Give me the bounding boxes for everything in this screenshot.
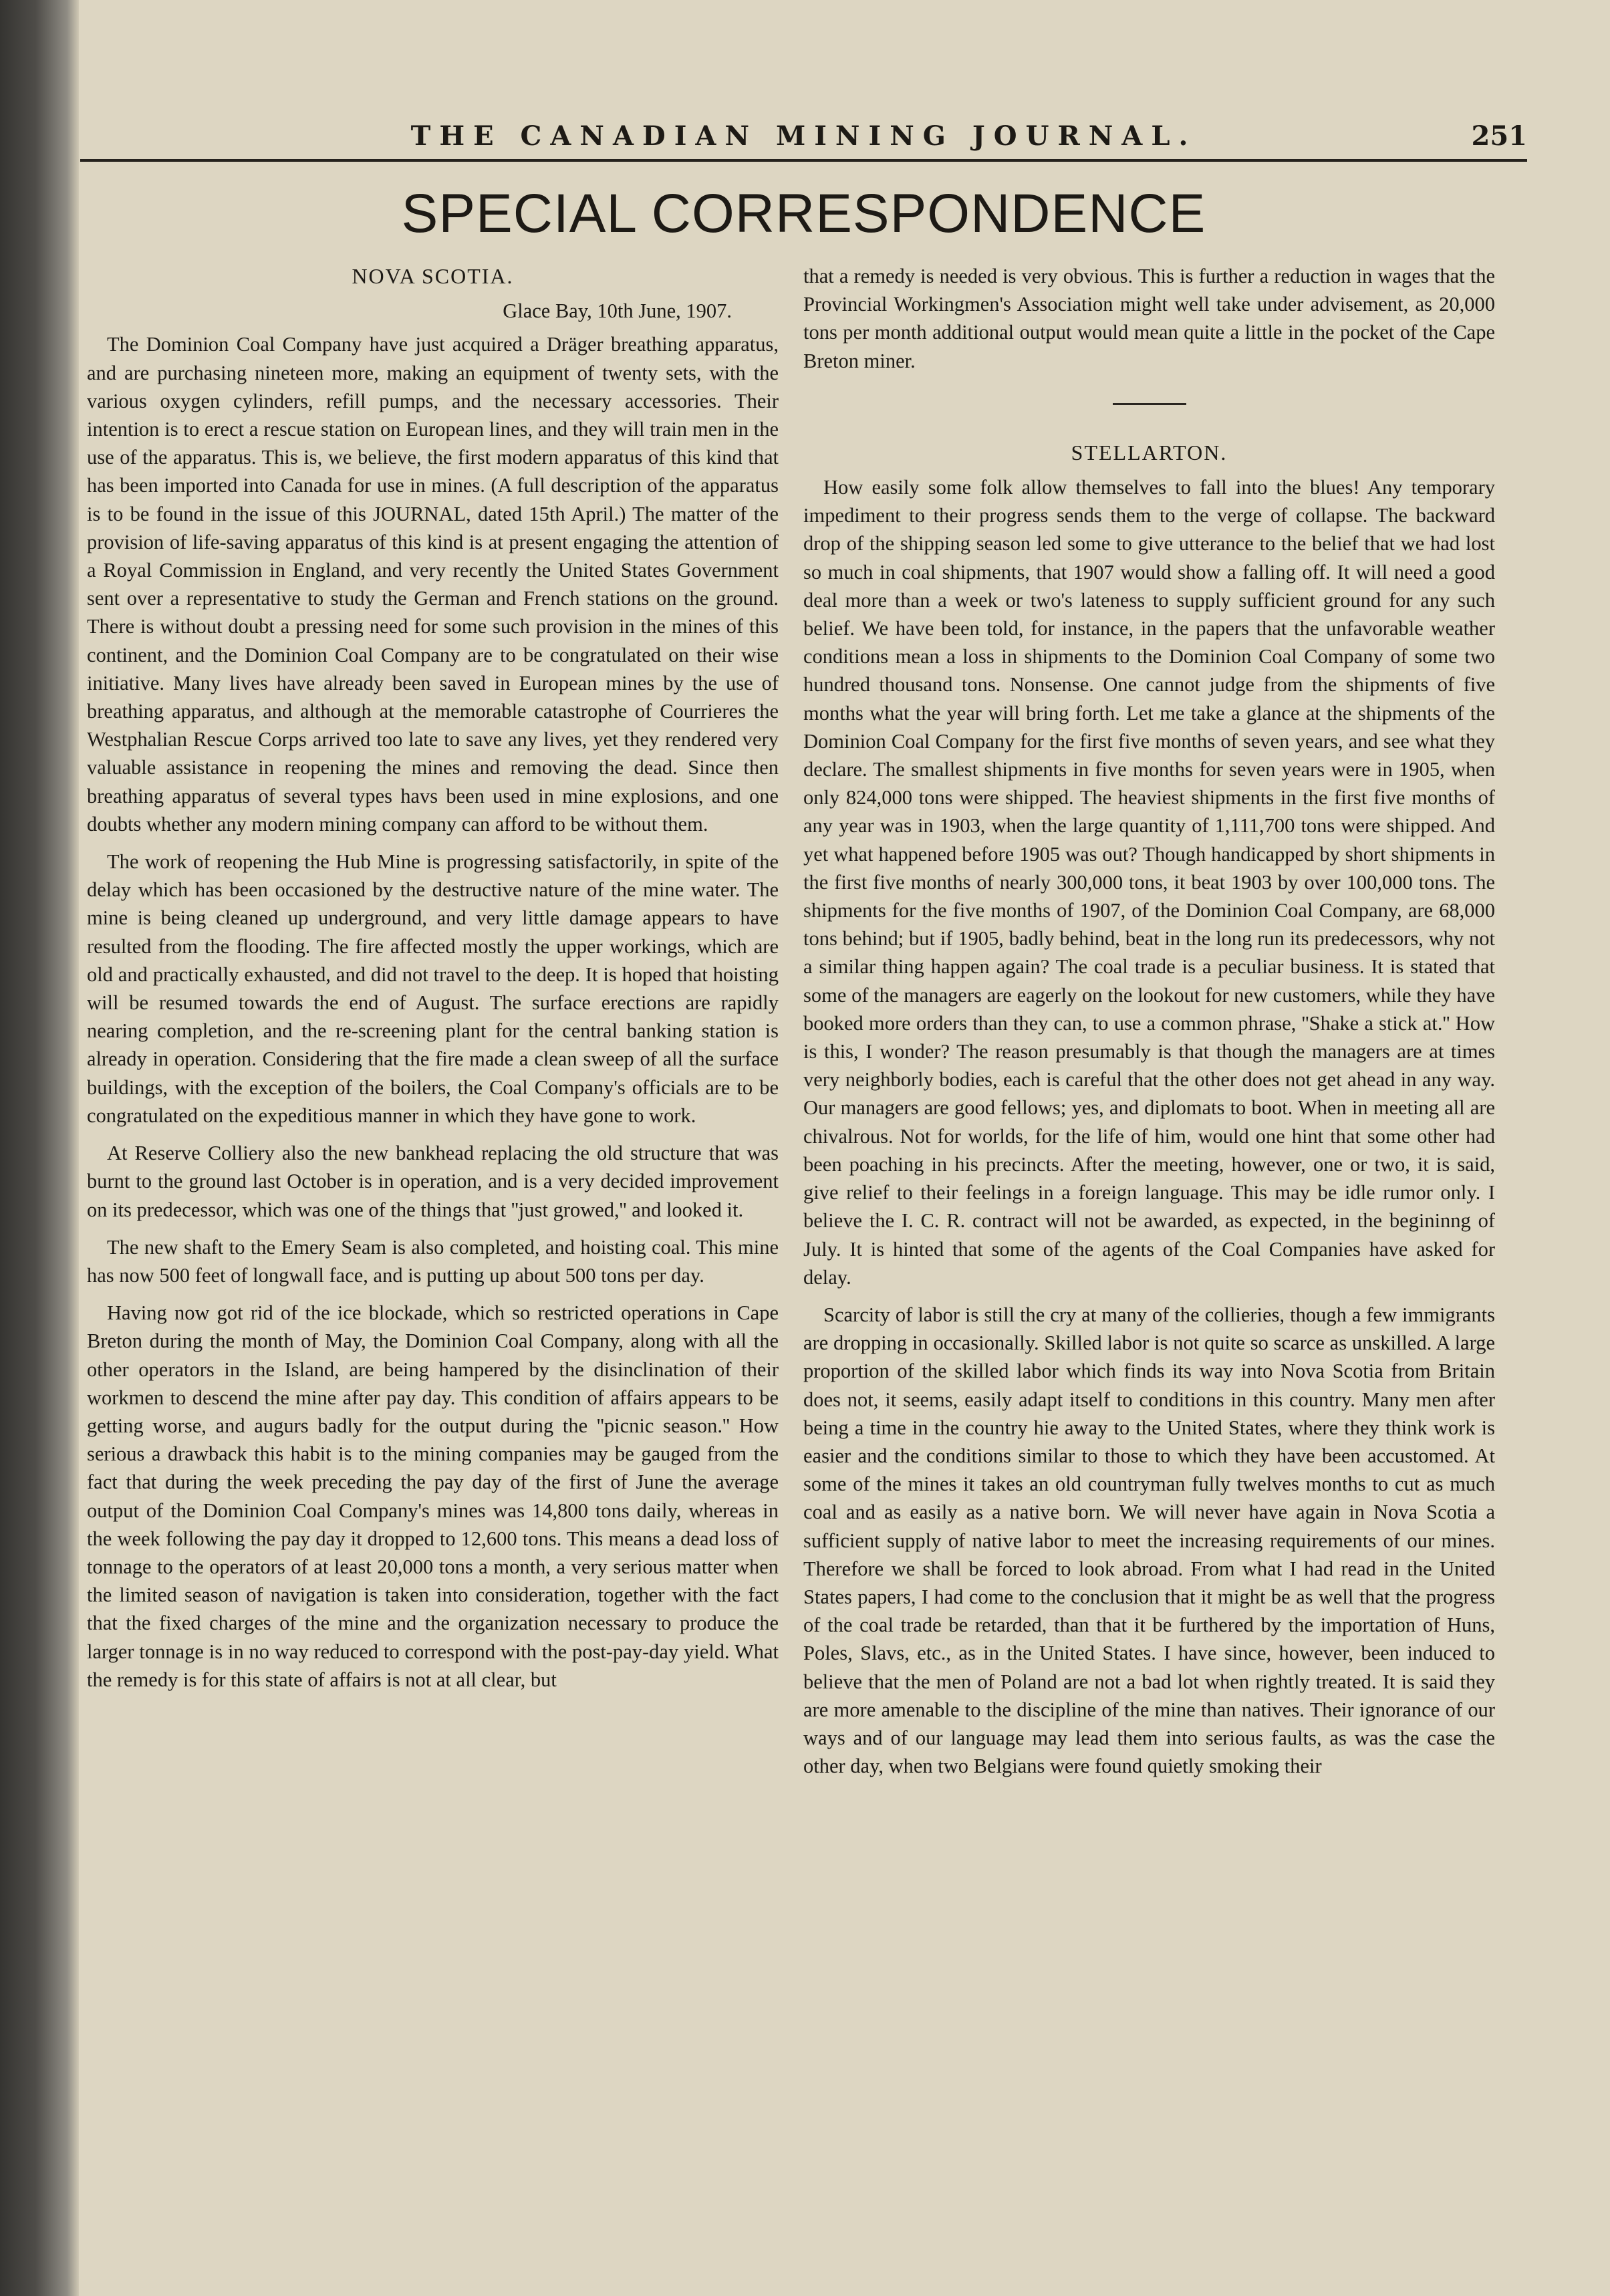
page-gutter-shadow <box>0 0 79 2296</box>
left-column <box>79 262 779 2200</box>
section-separator <box>1113 403 1186 405</box>
dateline: Glace Bay, 10th June, 1907. <box>503 299 732 323</box>
paragraph: Having now got rid of the ice blockade, which so restricted operations in Cape Breton during the month of May, the Dominion Coal Company, along with all the other operators in the Island, are being hampered by the disinclination of their workmen to descend the mine after pay day. This condition of affairs appears to be getting worse, and augurs badly for the output during the ''picnic season.'' How serious a drawback this habit is to the mining companies may be gauged from the fact that during the week preceding the pay day of the first of June the average output of the Dominion Coal Company's mines was 14,800 tons daily, whereas in the week following the pay day it dropped to 12,600 tons. This means a dead loss of tonnage to the operators of at least 20,000 tons a month, a very serious matter when the limited season of navigation is taken into consideration, together with the fact that the fixed charges of the mine and the organization necessary to produce the larger tonnage is in no way reduced to correspond with the post-pay-day yield. What the remedy is for this state of affairs is not at all clear, but <box>87 1301 779 1691</box>
paragraph: The work of reopening the Hub Mine is progressing satisfactorily, in spite of the delay which has been occasioned by the destructive nature of the mine water. The mine is being cleaned up underground, and very little damage appears to have resulted from the flooding. The fire affected mostly the upper workings, which are old and practically exhausted, and did not travel to the deep. It is hoped that hoisting will be resumed towards the end of August. The surface erections are rapidly nearing completion, and the re-screening plant for the central banking station is already in operation. Considering that the fire made a clean sweep of all the surface buildings, with the exception of the boilers, the Coal Company's officials are to be congratulated on the expeditious manner in which they have gone to work. <box>87 850 779 1127</box>
paragraph: Scarcity of labor is still the cry at many of the collieries, though a few immigrants are dropping in occasionally. Skilled labor is not quite so scarce as unskilled. A large proportion of the skilled labor which finds its way into Nova Scotia from Britain does not, it seems, easily adapt itself to conditions in this country. Many men after being a time in the country hie away to the United States, where they think work is easier and the conditions similar to those to which they have been accustomed. At some of the mines it takes an old countryman fully twelves months to cut as much coal and as easily as a native born. We will never have again in Nova Scotia a sufficient supply of native labor to meet the increasing requirements of our mines. Therefore we shall be forced to look abroad. From what I had read in the United States papers, I had come to the conclusion that it might be as well that the progress of the coal trade be retarded, than that it be furthered by the importation of Huns, Poles, Slavs, etc., as in the United States. I have since, however, been induced to believe that the men of Poland are not a bad lot when rightly treated. It is said they are more amenable to the discipline of the mine than natives. Their ignorance of our ways and of our language may lead them into serious faults, as was the case the other day, when two Belgians were found quietly smoking their <box>803 1303 1495 1778</box>
header-rule <box>80 159 1527 162</box>
paragraph: The new shaft to the Emery Seam is also completed, and hoisting coal. This mine has now 500 feet of longwall face, and is putting up about 500 tons per day. <box>87 1235 779 1287</box>
nova-scotia-heading: NOVA SCOTIA. <box>352 264 514 288</box>
stellarton-heading: STELLARTON. <box>1071 440 1228 465</box>
paragraph-continued: that a remedy is needed is very obvious. This is further a reduction in wages that the Provincial Workingmen's Association might well take under advisement, as 20,000 tons per month additional output would mean quite a little in the pocket of the Cape Breton miner. <box>803 265 1495 372</box>
paragraph: The Dominion Coal Company have just acquired a Dräger breathing apparatus, and are purchasing nineteen more, making an equipment of twenty sets, with the various oxygen cylinders, refill pumps, and the necessary accessories. Their intention is to erect a rescue station on European lines, and they will train men in the use of the apparatus. This is, we believe, the first modern apparatus of this kind that has been imported into Canada for use in mines. (A full description of the apparatus is to be found in the issue of this JOURNAL, dated 15th April.) The matter of the provision of life-saving apparatus of this kind is at present engaging the attention of a Royal Commission in England, and very recently the United States Government sent over a representative to study the German and French stations on the ground. There is without doubt a pressing need for some such provision in the mines of this continent, and the Dominion Coal Company are to be congratulated on their wise initiative. Many lives have already been saved in European mines by the use of breathing apparatus, and although at the memorable catastrophe of Courrieres the Westphalian Rescue Corps arrived too late to save any lives, yet they rendered very valuable assistance in reopening the mines and removing the dead. Since then breathing apparatus of several types havs been used in mine explosions, and one doubts whether any modern mining company can afford to be without them. <box>87 333 779 836</box>
journal-title: THE CANADIAN MINING JOURNAL. <box>410 120 1197 152</box>
right-column <box>803 262 1495 2200</box>
paragraph: At Reserve Colliery also the new bankhead replacing the old structure that was burnt to the ground last October is in operation, and is a very decided improvement on its predecessor, which was one of the things that ''just growed,'' and looked it. <box>87 1142 779 1221</box>
running-header <box>80 120 1527 160</box>
paragraph: How easily some folk allow themselves to fall into the blues! Any temporary impediment to their progress sends them to the verge of collapse. The backward drop of the shipping season led some to give utterance to the belief that we had lost so much in coal shipments, that 1907 would show a falling off. It will need a good deal more than a week or two's lateness to supply sufficient ground for any such belief. We have been told, for instance, in the papers that the unfavorable weather conditions mean a loss in shipments to the Dominion Coal Company of some two hundred thousand tons. Nonsense. One cannot judge from the shipments of five months what the year will bring forth. Let me take a glance at the shipments of the Dominion Coal Company for the first five months of seven years, and see what they declare. The smallest shipments in five months for seven years were in 1905, when only 824,000 tons were shipped. The heaviest shipments in the first five months of any year was in 1903, when the large quantity of 1,111,700 tons were shipped. And yet what happened before 1905 was out? Though handicapped by short shipments in the first five months of nearly 300,000 tons, it beat 1903 by over 100,000 tons. The shipments for the five months of 1907, of the Dominion Coal Company, are 68,000 tons behind; but if 1905, badly behind, beat in the long run its predecessors, why not a similar thing happen again? The coal trade is a peculiar business. It is stated that some of the managers are eagerly on the lookout for new customers, while they have booked more orders than they can, to use a common phrase, ''Shake a stick at.'' How is this, I wonder? The reason presumably is that though the managers are at times very neighborly bodies, each is careful that the other does not get ahead in any way. Our managers are good fellows; yes, and diplomats to boot. When in meeting all are chivalrous. Not for worlds, for the life of him, would one hint that some other had been poaching in his precincts. After the meeting, however, one or two, it is said, give relief to their feelings in a foreign language. This may be idle rumor only. I believe the I. C. R. contract will not be awarded, as expected, in the begininng of July. It is hinted that some of the agents of the Coal Companies have asked for delay. <box>803 476 1495 1289</box>
section-title: SPECIAL CORRESPONDENCE <box>401 183 1206 244</box>
page-number: 251 <box>1471 120 1527 152</box>
